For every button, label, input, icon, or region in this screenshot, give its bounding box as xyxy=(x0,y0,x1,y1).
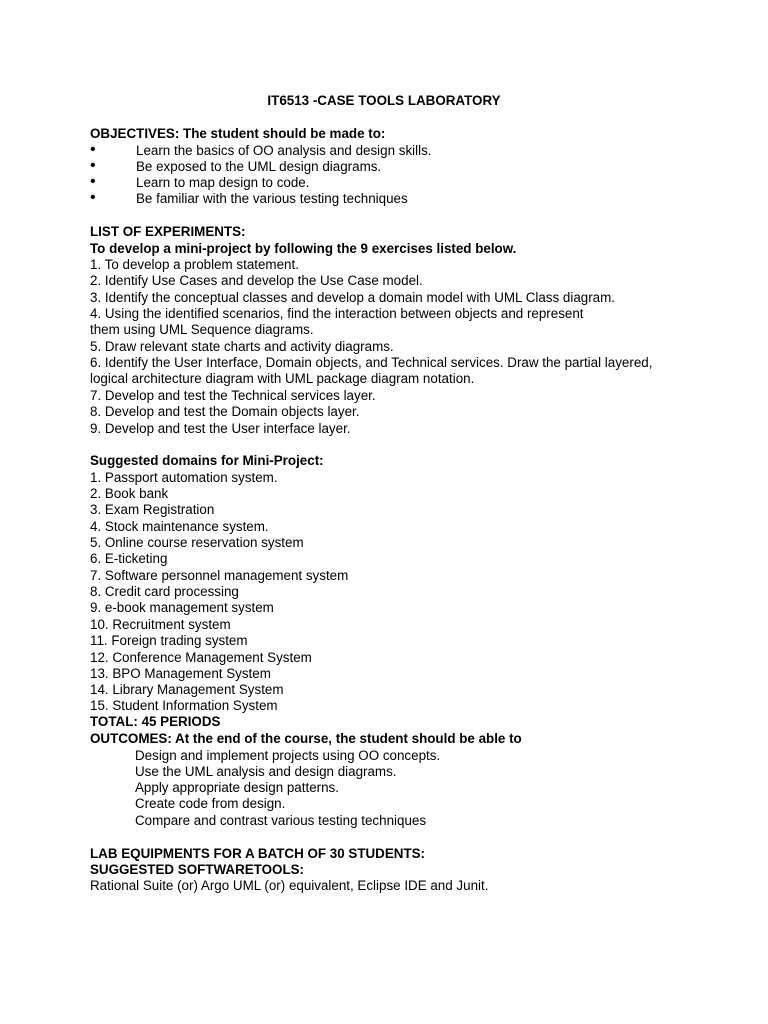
experiment-line: 8. Develop and test the Domain objects layer. xyxy=(90,404,360,419)
objectives-heading: OBJECTIVES: The student should be made to: xyxy=(90,126,386,141)
experiment-line: 7. Develop and test the Technical services layer. xyxy=(90,388,376,403)
outcome-item: Create code from design. xyxy=(135,796,286,811)
outcome-item: Apply appropriate design patterns. xyxy=(135,780,339,795)
objective-text: Learn the basics of OO analysis and design skills. xyxy=(136,143,432,158)
domain-item: 1. Passport automation system. xyxy=(90,470,278,485)
software-heading: SUGGESTED SOFTWARETOOLS: xyxy=(90,862,305,877)
experiments-heading: LIST OF EXPERIMENTS: xyxy=(90,224,246,239)
objective-text: Be exposed to the UML design diagrams. xyxy=(136,159,382,174)
bullet-icon: • xyxy=(90,173,96,190)
experiment-line: 6. Identify the User Interface, Domain objects, and Technical services. Draw the partial layered, xyxy=(90,355,653,370)
outcomes-heading: OUTCOMES: At the end of the course, the student should be able to xyxy=(90,731,522,746)
objective-text: Learn to map design to code. xyxy=(136,175,310,190)
domain-item: 3. Exam Registration xyxy=(90,502,215,517)
domain-item: 15. Student Information System xyxy=(90,698,278,713)
experiment-line: 4. Using the identified scenarios, find the interaction between objects and represent xyxy=(90,306,584,321)
domain-item: 10. Recruitment system xyxy=(90,617,231,632)
software-text: Rational Suite (or) Argo UML (or) equivalent, Eclipse IDE and Junit. xyxy=(90,878,489,893)
total-periods: TOTAL: 45 PERIODS xyxy=(90,714,221,729)
lab-heading: LAB EQUIPMENTS FOR A BATCH OF 30 STUDENTS: xyxy=(90,846,426,861)
domain-item: 4. Stock maintenance system. xyxy=(90,519,269,534)
domain-item: 13. BPO Management System xyxy=(90,666,271,681)
experiment-line: 9. Develop and test the User interface layer. xyxy=(90,421,351,436)
domain-item: 12. Conference Management System xyxy=(90,650,312,665)
experiment-line: logical architecture diagram with UML package diagram notation. xyxy=(90,371,475,386)
domain-item: 14. Library Management System xyxy=(90,682,284,697)
experiment-line: them using UML Sequence diagrams. xyxy=(90,322,314,337)
domains-heading: Suggested domains for Mini-Project: xyxy=(90,453,324,468)
bullet-icon: • xyxy=(90,141,96,158)
domain-item: 6. E-ticketing xyxy=(90,551,168,566)
page-title: IT6513 -CASE TOOLS LABORATORY xyxy=(267,93,501,108)
bullet-icon: • xyxy=(90,189,96,206)
outcome-item: Design and implement projects using OO concepts. xyxy=(135,748,441,763)
domain-item: 9. e-book management system xyxy=(90,600,274,615)
experiment-line: 1. To develop a problem statement. xyxy=(90,257,299,272)
domain-item: 7. Software personnel management system xyxy=(90,568,349,583)
domain-item: 8. Credit card processing xyxy=(90,584,239,599)
experiment-line: 2. Identify Use Cases and develop the Use Case model. xyxy=(90,273,423,288)
outcome-item: Compare and contrast various testing techniques xyxy=(135,813,427,828)
bullet-icon: • xyxy=(90,157,96,174)
outcome-item: Use the UML analysis and design diagrams. xyxy=(135,764,397,779)
domain-item: 5. Online course reservation system xyxy=(90,535,304,550)
objective-text: Be familiar with the various testing techniques xyxy=(136,191,408,206)
experiments-subheading: To develop a mini-project by following the 9 exercises listed below. xyxy=(90,241,517,256)
domain-item: 11. Foreign trading system xyxy=(90,633,248,648)
experiment-line: 3. Identify the conceptual classes and develop a domain model with UML Class diagram. xyxy=(90,290,615,305)
experiment-line: 5. Draw relevant state charts and activity diagrams. xyxy=(90,339,394,354)
domain-item: 2. Book bank xyxy=(90,486,169,501)
